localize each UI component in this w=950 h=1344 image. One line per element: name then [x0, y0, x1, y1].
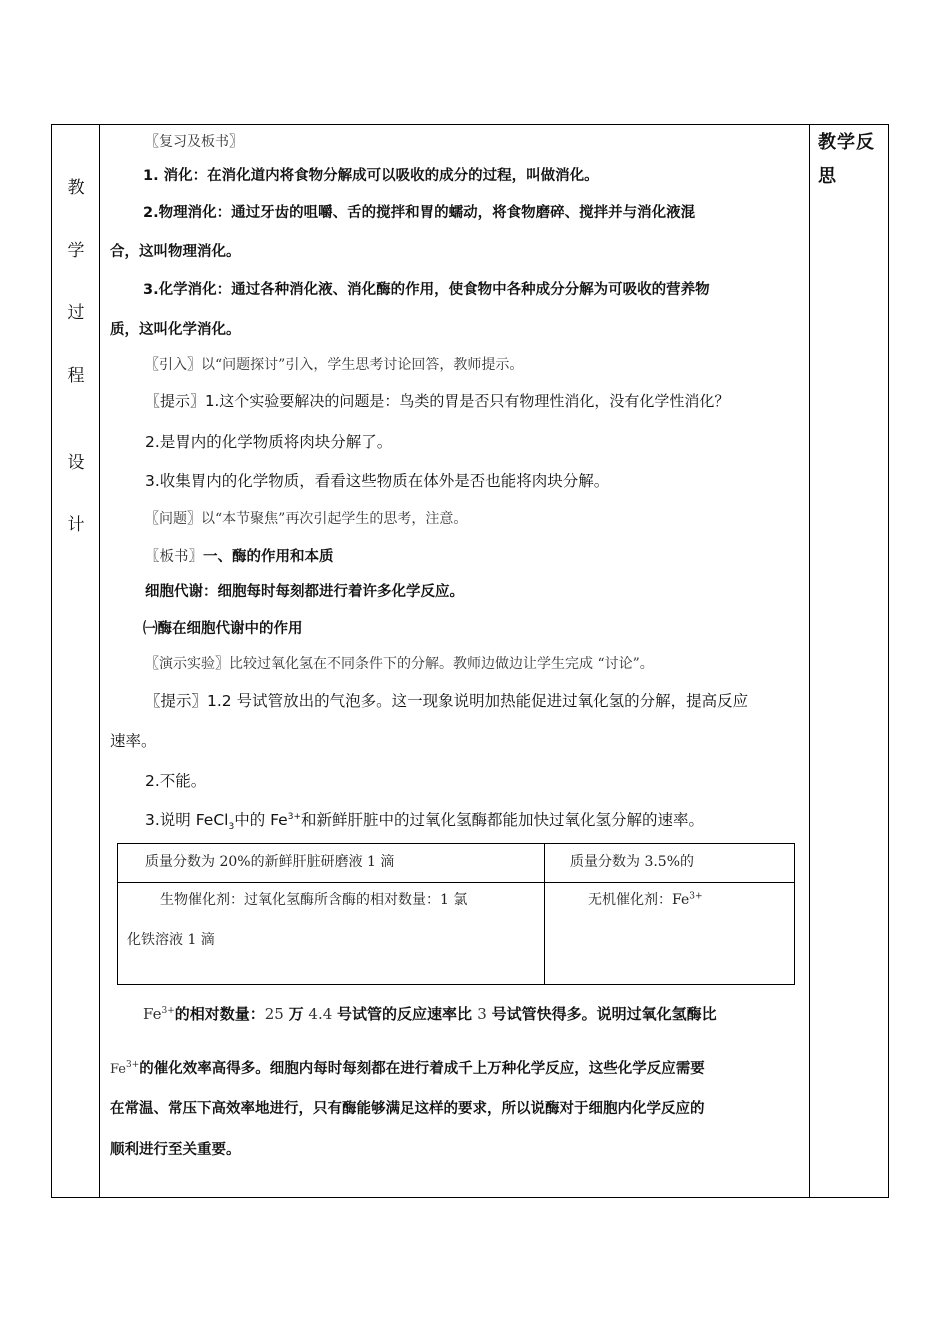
table-cell: 质量分数为 20%的新鲜肝脏研磨液 1 滴: [145, 854, 395, 870]
board-tag: 〖板书〗: [145, 549, 203, 565]
comparison-table-divider: [544, 843, 545, 985]
column-divider-left: [99, 124, 100, 1198]
hint-1: 〖提示〗1.这个实验要解决的问题是：鸟类的胃是否只有物理性消化，没有化学性消化？: [145, 392, 730, 410]
conclusion-line-3: 在常温、常压下高效率地进行，只有酶能够满足这样的要求，所以说酶对于细胞内化学反应的: [110, 1101, 705, 1117]
comparison-table-row-divider: [117, 882, 795, 883]
experiment-hint-1: 〖提示〗1.2 号试管放出的气泡多。这一现象说明加热能促进过氧化氢的分解，提高反应: [145, 692, 749, 710]
board-title: 一、酶的作用和本质: [203, 549, 334, 565]
side-label-char: 学: [67, 241, 85, 261]
table-cell: 生物催化剂：过氧化氢酶所含酶的相对数量：1 氯: [160, 892, 468, 908]
experiment-hint-3: 3.说明 FeCl$_3$中的 $Fe^{3+}$和新鲜肝脏中的过氧化氢酶都能加快过氧化氢分解的速率。: [145, 811, 705, 833]
side-label-char: 程: [67, 366, 85, 386]
table-cell: 质量分数为 3.5%的: [570, 854, 695, 870]
conclusion-line-1: $Fe^{3+}$的相对数量：25 万 4.4 号试管的反应速率比 3 号试管快得多。说明过氧化氢酶比: [143, 1005, 717, 1023]
subscript: 3: [228, 822, 235, 833]
reflection-line: 思: [818, 166, 837, 187]
review-heading: 〖复习及板书〗: [145, 134, 243, 150]
introduction-note: 〖引入〗以“问题探讨”引入，学生思考讨论回答，教师提示。: [145, 357, 524, 373]
side-label-char: 设: [67, 453, 85, 473]
physical-digestion-line1: 2.物理消化：通过牙齿的咀嚼、舌的搅拌和胃的蠕动，将食物磨碎、搅拌并与消化液混: [143, 205, 696, 221]
reflection-line: 教学反: [818, 132, 875, 153]
side-label-char: 教: [67, 178, 85, 198]
table-cell: 无机催化剂：$Fe^{3+}$: [588, 891, 703, 908]
conclusion-line-2: $Fe^{3+}$的催化效率高得多。细胞内每时每刻都在进行着成千上万种化学反应，这些化学反应需要: [110, 1060, 705, 1077]
cell-metabolism-definition: 细胞代谢：细胞每时每刻都进行着许多化学反应。: [145, 584, 464, 600]
experiment-hint-2: 2.不能。: [145, 772, 207, 790]
question-note: 〖问题〗以“本节聚焦”再次引起学生的思考，注意。: [145, 511, 468, 527]
enzyme-role-heading: ㈠酶在细胞代谢中的作用: [143, 621, 303, 637]
hint-3: 3.收集胃内的化学物质，看看这些物质在体外是否也能将肉块分解。: [145, 472, 610, 490]
experiment-hint-1-cont: 速率。: [110, 732, 157, 750]
chemical-digestion-line1: 3.化学消化：通过各种消化液、消化酶的作用，使食物中各种成分分解为可吸收的营养物: [143, 282, 710, 298]
table-cell: 化铁溶液 1 滴: [127, 932, 215, 948]
demo-experiment-note: 〖演示实验〗比较过氧化氢在不同条件下的分解。教师边做边让学生完成 “讨论”。: [145, 656, 654, 672]
hint-2: 2.是胃内的化学物质将肉块分解了。: [145, 433, 393, 451]
chemical-digestion-line2: 质，这叫化学消化。: [110, 322, 241, 338]
digestion-definition: 1. 消化：在消化道内将食物分解成可以吸收的成分的过程，叫做消化。: [143, 168, 599, 184]
board-heading: [145, 545, 835, 566]
physical-digestion-line2: 合，这叫物理消化。: [110, 244, 241, 260]
superscript: 3+: [689, 891, 703, 902]
side-label-char: 计: [67, 515, 85, 535]
side-label-char: 过: [67, 303, 85, 323]
superscript: 3+: [287, 811, 301, 822]
conclusion-line-4: 顺利进行至关重要。: [110, 1142, 241, 1158]
